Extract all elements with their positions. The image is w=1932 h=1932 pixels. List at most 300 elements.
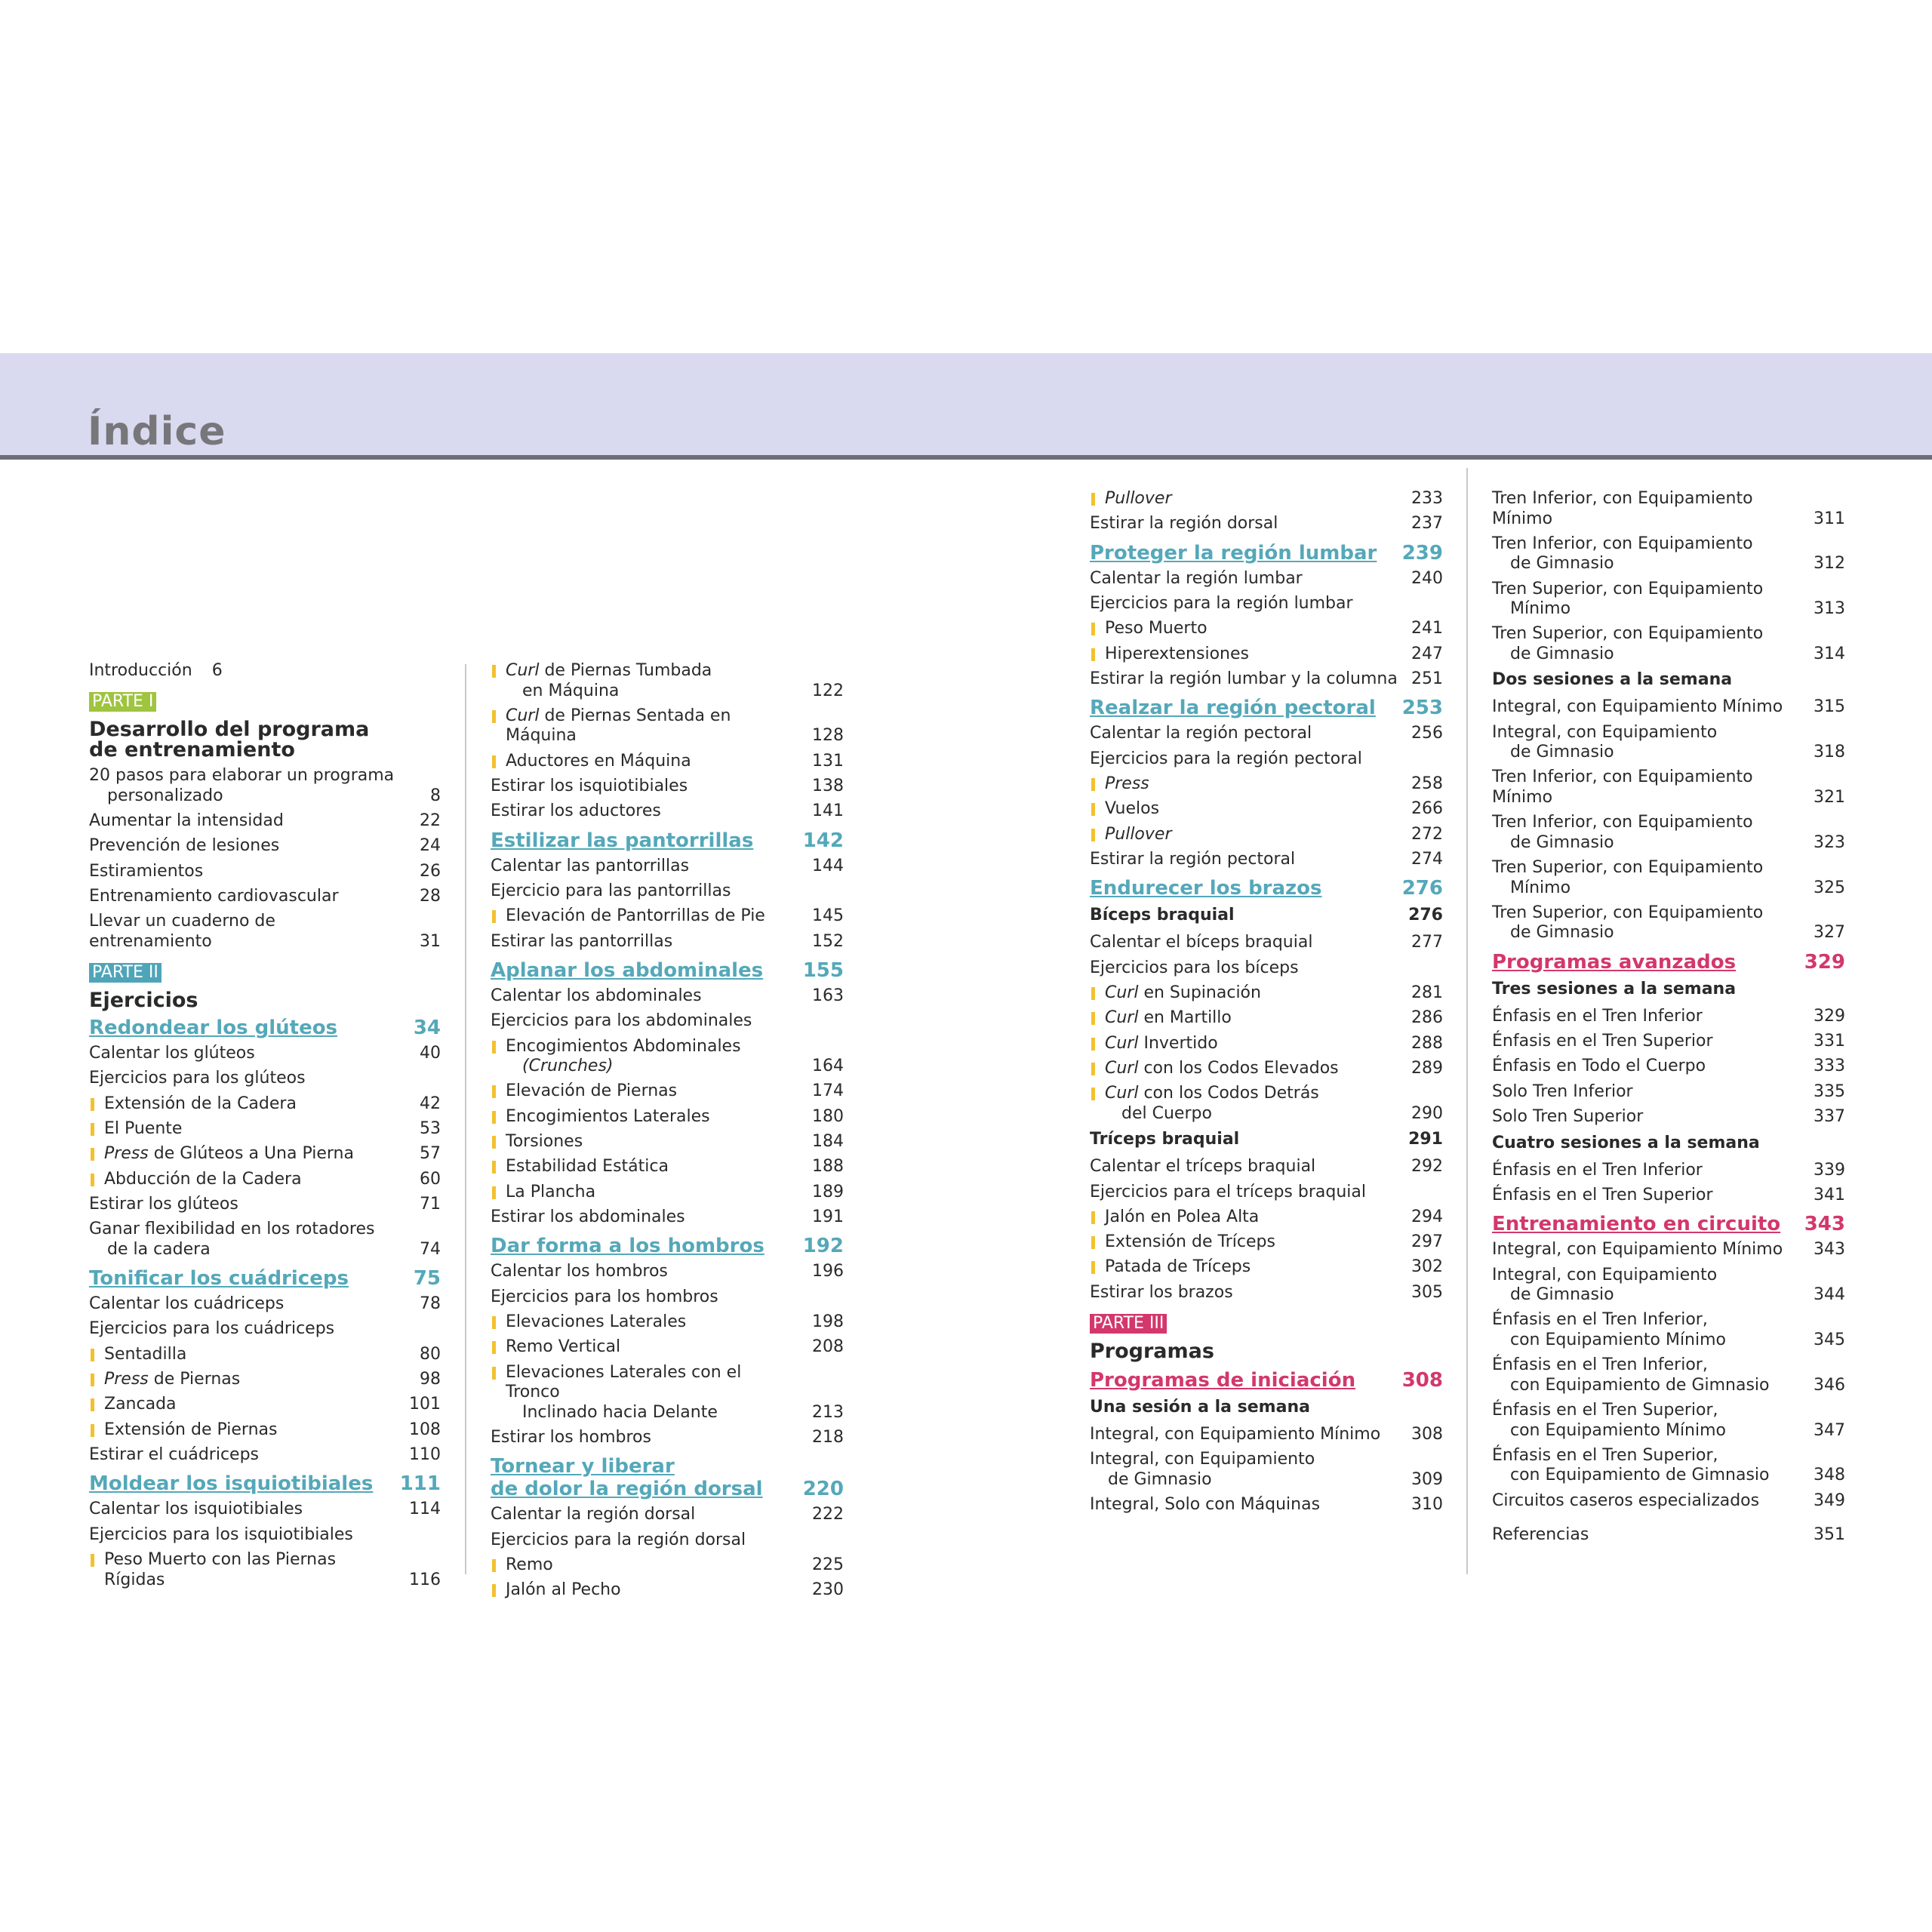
page-number: 329 [1804, 950, 1845, 974]
section-heading-text [1090, 877, 1322, 900]
entry-title [506, 1037, 798, 1077]
page-number: 6 [211, 661, 223, 680]
toc-entry[interactable] [1492, 1161, 1845, 1181]
entry-title [506, 1580, 798, 1601]
page-number: 276 [1408, 906, 1443, 925]
page-number: 272 [1411, 824, 1443, 844]
toc-subentry[interactable] [1090, 1257, 1443, 1278]
entry-title [506, 1312, 798, 1333]
section-heading-link[interactable] [89, 1267, 441, 1290]
entry-title [1105, 489, 1398, 509]
toc-subentry[interactable] [89, 1119, 441, 1140]
entry-title-text: Ejercicios para los abdominales [491, 1011, 752, 1031]
toc-subentry[interactable] [1090, 489, 1443, 509]
entry-title [1090, 958, 1398, 979]
toc-entry[interactable] [1090, 1283, 1443, 1303]
entry-title-text: Énfasis en el Tren Superior [1492, 1032, 1713, 1051]
page-number: 80 [420, 1344, 441, 1364]
section-heading-line: Programas de iniciación [1090, 1369, 1356, 1392]
toc-entry[interactable] [1492, 1355, 1845, 1395]
section-heading-link[interactable] [1090, 877, 1443, 900]
toc-subentry[interactable] [89, 1170, 441, 1190]
entry-title-continuation: Mínimo [1510, 599, 1571, 619]
page-number: 218 [812, 1427, 844, 1447]
subsection-heading-text: Tríceps braquial [1090, 1130, 1240, 1149]
entry-title-text: en Supinación [1138, 983, 1261, 1003]
toc-entry[interactable] [1090, 1495, 1443, 1515]
page-number: 225 [812, 1555, 844, 1575]
page-number: 144 [812, 856, 844, 875]
entry-title [1492, 697, 1800, 718]
page-number: 294 [1411, 1207, 1443, 1226]
toc-entry[interactable] [491, 777, 844, 797]
toc-entry[interactable] [1492, 723, 1845, 763]
toc-subentry[interactable] [89, 1144, 441, 1164]
entry-title [1105, 1084, 1398, 1124]
toc-subentry[interactable] [89, 1420, 441, 1441]
page-number: 347 [1814, 1420, 1845, 1440]
entry-title [506, 706, 798, 746]
toc-entry[interactable] [89, 766, 441, 806]
bullet-marker [492, 910, 496, 923]
page-number: 22 [420, 811, 441, 831]
bullet-marker [1091, 1038, 1095, 1051]
toc-subentry[interactable] [89, 1395, 441, 1415]
toc-subentry[interactable] [491, 752, 844, 772]
subsection-heading [1492, 1134, 1845, 1153]
entry-title [506, 1157, 798, 1177]
section-heading-link[interactable] [1090, 542, 1443, 565]
toc-subentry[interactable] [1090, 645, 1443, 665]
entry-title [1492, 580, 1800, 620]
page-number: 343 [1804, 1213, 1845, 1236]
toc-entry[interactable] [1492, 1057, 1845, 1077]
toc-subentry[interactable] [491, 1183, 844, 1203]
page-number: 351 [1814, 1524, 1845, 1544]
toc-subentry[interactable] [491, 1555, 844, 1576]
page-number: 8 [430, 786, 441, 805]
toc-subentry[interactable] [1090, 799, 1443, 820]
entry-title [506, 752, 798, 772]
toc-entry[interactable] [1492, 580, 1845, 620]
entry-title [506, 1183, 798, 1203]
page-number: 57 [420, 1144, 441, 1164]
toc-subentry[interactable] [491, 906, 844, 927]
section-heading-link[interactable] [491, 829, 844, 852]
toc-subentry[interactable] [491, 1107, 844, 1128]
toc-entry[interactable] [1090, 1450, 1443, 1490]
toc-entry[interactable] [491, 1011, 844, 1032]
page-number: 163 [812, 986, 844, 1006]
toc-entry[interactable] [491, 1531, 844, 1551]
toc-entry[interactable] [1492, 1186, 1845, 1206]
page-number: 230 [812, 1580, 844, 1600]
page-number: 281 [1411, 983, 1443, 1003]
toc-entry[interactable] [89, 1445, 441, 1466]
toc-entry[interactable] [491, 881, 844, 902]
entry-title [1105, 983, 1398, 1004]
toc-entry[interactable] [491, 857, 844, 877]
page-number: 274 [1411, 849, 1443, 869]
entry-title [89, 1319, 395, 1340]
toc-entry[interactable] [491, 1428, 844, 1448]
part-badge: PARTE II [89, 963, 162, 983]
entry-title [104, 1550, 395, 1590]
section-heading-line: Proteger la región lumbar [1090, 541, 1377, 565]
toc-entry[interactable] [491, 801, 844, 822]
toc-subentry[interactable] [491, 1363, 844, 1423]
toc-subentry[interactable] [89, 1550, 441, 1590]
toc-entry[interactable] [491, 932, 844, 952]
toc-subentry[interactable] [491, 661, 844, 701]
section-heading-line: Moldear los isquiotibiales [89, 1472, 374, 1496]
entry-title [89, 1445, 395, 1466]
section-heading-link[interactable] [1090, 697, 1443, 719]
page-number: 110 [409, 1444, 441, 1464]
toc-entry[interactable] [1090, 569, 1443, 589]
entry-title [1105, 645, 1398, 665]
subsection-heading [1090, 1398, 1443, 1417]
entry-title-continuation: de Gimnasio [1510, 832, 1614, 852]
entry-title-text: Tren Superior, con Equipamiento [1492, 903, 1764, 922]
toc-entry[interactable] [89, 1500, 441, 1520]
entry-title-text: Introducción [89, 661, 192, 680]
toc-entry[interactable] [1492, 1240, 1845, 1260]
entry-title-text: Calentar la región dorsal [491, 1505, 696, 1524]
entry-title-text: Calentar los glúteos [89, 1044, 255, 1063]
subsection-heading-text: Bíceps braquial [1090, 906, 1235, 925]
page-number: 138 [812, 776, 844, 795]
page-number: 331 [1814, 1032, 1845, 1051]
toc-entry[interactable] [89, 1525, 441, 1546]
page-number: 180 [812, 1106, 844, 1126]
entry-title [1090, 850, 1398, 870]
part-title [1090, 1340, 1443, 1364]
toc-entry[interactable] [1090, 669, 1443, 690]
entry-title-text: Invertido [1138, 1033, 1218, 1053]
toc-subentry[interactable] [491, 1312, 844, 1333]
page-number: 239 [1401, 541, 1443, 565]
entry-title-continuation: de la cadera [107, 1239, 211, 1259]
section-heading-link[interactable] [1090, 1369, 1443, 1392]
toc-entry[interactable] [1090, 1183, 1443, 1203]
entry-title-text: Calentar los abdominales [491, 986, 702, 1006]
bullet-marker [1091, 648, 1095, 661]
entry-title-text: Énfasis en Todo el Cuerpo [1492, 1057, 1706, 1076]
toc-entry[interactable] [1492, 489, 1845, 529]
entry-title [1492, 1525, 1800, 1546]
section-heading-link[interactable] [491, 1455, 844, 1500]
toc-subentry[interactable] [89, 1370, 441, 1390]
entry-title-text: Ejercicios para la región lumbar [1090, 594, 1353, 614]
subsection-heading-text: Cuatro sesiones a la semana [1492, 1133, 1760, 1152]
bullet-marker [1091, 623, 1095, 635]
entry-title-text: Integral, Solo con Máquinas [1090, 1495, 1321, 1515]
toc-entry[interactable] [1492, 1266, 1845, 1306]
toc-subentry[interactable] [1090, 1059, 1443, 1079]
toc-entry[interactable] [1090, 594, 1443, 614]
bullet-marker [492, 710, 496, 723]
entry-title [506, 1555, 798, 1576]
section-heading-link[interactable] [89, 1472, 441, 1495]
entry-title [491, 1262, 798, 1282]
entry-title [89, 1294, 395, 1315]
entry-title [1090, 1183, 1398, 1203]
bullet-marker [91, 1554, 94, 1567]
entry-title-text: Integral, con Equipamiento Mínimo [1492, 1240, 1783, 1260]
toc-subentry[interactable] [491, 1037, 844, 1077]
section-heading-link[interactable] [1492, 951, 1845, 974]
page-number: 220 [802, 1478, 844, 1501]
toc-entry[interactable] [1492, 534, 1845, 574]
bullet-marker [91, 1098, 94, 1111]
toc-entry[interactable] [1492, 1491, 1845, 1512]
section-heading-line: Estilizar las pantorrillas [491, 829, 754, 852]
entry-title [89, 1195, 395, 1215]
toc-entry[interactable] [1090, 1157, 1443, 1177]
toc-entry[interactable] [491, 1505, 844, 1525]
page-number: 164 [812, 1057, 844, 1076]
page-number: 327 [1814, 923, 1845, 943]
toc-entry[interactable] [89, 836, 441, 857]
toc-subentry[interactable] [1090, 774, 1443, 795]
toc-entry[interactable] [1090, 724, 1443, 744]
entry-title-italic: Pullover [1105, 489, 1172, 508]
entry-title-continuation: Inclinado hacia Delante [522, 1402, 718, 1422]
section-heading-link[interactable] [491, 1235, 844, 1257]
entry-title [1090, 1495, 1398, 1515]
entry-title [506, 1363, 798, 1423]
page-number: 98 [420, 1370, 441, 1389]
toc-entry[interactable] [1492, 1401, 1845, 1441]
toc-entry[interactable] [1090, 850, 1443, 870]
page-number: 308 [1401, 1369, 1443, 1392]
entry-title-text: Entrenamiento cardiovascular [89, 886, 339, 906]
toc-entry[interactable] [1090, 933, 1443, 953]
toc-column-2 [491, 661, 844, 1606]
entry-title-text: Remo Vertical [506, 1337, 621, 1357]
entry-title [1492, 723, 1800, 763]
entry-title-text: Encogimientos Abdominales [506, 1036, 741, 1056]
page-number: 349 [1814, 1491, 1845, 1510]
page-number: 266 [1411, 799, 1443, 819]
toc-entry[interactable] [1492, 1007, 1845, 1027]
entry-title-text: Jalón al Pecho [506, 1580, 621, 1600]
toc-subentry[interactable] [491, 1337, 844, 1358]
section-heading-link[interactable] [89, 1017, 441, 1039]
entry-title [1492, 534, 1800, 574]
entry-title-text: Circuitos caseros especializados [1492, 1491, 1760, 1510]
toc-entry[interactable] [491, 1208, 844, 1228]
entry-title-text: Torsiones [506, 1132, 583, 1152]
entry-title-text: Calentar la región pectoral [1090, 724, 1312, 743]
toc-subentry[interactable] [491, 1157, 844, 1177]
entry-title-text: Calentar los isquiotibiales [89, 1500, 303, 1519]
toc-entry[interactable] [1090, 958, 1443, 979]
toc-subentry[interactable] [1090, 1084, 1443, 1124]
toc-entry[interactable] [1492, 1310, 1845, 1350]
subsection-heading [1492, 670, 1845, 690]
page-number: 74 [420, 1239, 441, 1259]
toc-entry[interactable] [1492, 624, 1845, 664]
entry-title-text: Énfasis en el Tren Inferior, [1492, 1355, 1708, 1375]
page-number: 253 [1401, 697, 1443, 720]
entry-title-text: Integral, con Equipamiento [1492, 1265, 1718, 1284]
page-number: 60 [420, 1169, 441, 1189]
entry-title [1105, 1059, 1398, 1079]
entry-title-text: Estirar los isquiotibiales [491, 776, 688, 795]
entry-title [1492, 1107, 1800, 1128]
toc-subentry[interactable] [1090, 1208, 1443, 1228]
toc-entry[interactable] [89, 661, 441, 681]
entry-title-text: Estirar la región pectoral [1090, 849, 1296, 869]
entry-title [1492, 1266, 1800, 1306]
toc-entry[interactable] [1492, 768, 1845, 808]
entry-title-text: Énfasis en el Tren Inferior [1492, 1160, 1703, 1180]
entry-title-text: Tren Inferior, con Equipamiento [1492, 813, 1753, 832]
section-heading-text [491, 1235, 764, 1257]
toc-entry[interactable] [89, 811, 441, 832]
entry-title [491, 777, 798, 797]
entry-title-italic: Curl [1105, 1084, 1139, 1103]
bullet-marker [492, 1161, 496, 1174]
section-heading-text [89, 1472, 373, 1495]
page-number: 24 [420, 836, 441, 856]
toc-column-3 [1090, 489, 1443, 1520]
bullet-marker [492, 1041, 496, 1054]
toc-entry[interactable] [1492, 1082, 1845, 1103]
bullet-marker [492, 1136, 496, 1149]
bullet-marker [91, 1374, 94, 1386]
toc-entry[interactable] [89, 887, 441, 907]
entry-title [89, 862, 395, 882]
toc-entry[interactable] [1492, 697, 1845, 718]
toc-subentry[interactable] [1090, 1232, 1443, 1253]
entry-title-text: Peso Muerto con las Piernas Rígidas [104, 1550, 337, 1589]
entry-title [506, 1107, 798, 1128]
entry-title [104, 1119, 395, 1140]
toc-entry[interactable] [1090, 514, 1443, 534]
page-number: 341 [1814, 1185, 1845, 1204]
entry-title [89, 1220, 395, 1260]
entry-title [104, 1395, 395, 1415]
toc-subentry[interactable] [1090, 825, 1443, 845]
toc-entry[interactable] [89, 1195, 441, 1215]
toc-entry[interactable] [491, 986, 844, 1007]
section-heading-link[interactable] [1492, 1213, 1845, 1235]
page-number: 335 [1814, 1081, 1845, 1101]
toc-entry[interactable] [89, 1220, 441, 1260]
toc-subentry[interactable] [491, 1081, 844, 1102]
entry-title [1105, 799, 1398, 820]
entry-title-text: Estirar los hombros [491, 1427, 651, 1447]
entry-title-text: Estirar el cuádriceps [89, 1444, 260, 1464]
toc-subentry[interactable] [491, 706, 844, 746]
page-number: 128 [812, 726, 844, 746]
bullet-marker [1091, 829, 1095, 841]
part-title [89, 990, 441, 1011]
toc-entry[interactable] [491, 1287, 844, 1308]
page-number: 114 [409, 1500, 441, 1519]
toc-entry[interactable] [1492, 1032, 1845, 1052]
toc-entry[interactable] [491, 1262, 844, 1282]
entry-title [1492, 1446, 1800, 1486]
part-badge-row [89, 686, 441, 712]
toc-subentry[interactable] [89, 1094, 441, 1115]
toc-subentry[interactable] [1090, 1008, 1443, 1029]
bullet-marker [492, 1341, 496, 1354]
entry-title [506, 661, 798, 701]
entry-title-text: Énfasis en el Tren Inferior [1492, 1006, 1703, 1026]
entry-title [1105, 1034, 1398, 1054]
page-number: 184 [812, 1132, 844, 1152]
toc-entry[interactable] [89, 862, 441, 882]
entry-title-text: Zancada [104, 1395, 177, 1414]
toc-subentry[interactable] [491, 1132, 844, 1152]
entry-title-text: Ejercicios para el tríceps braquial [1090, 1182, 1366, 1201]
toc-entry[interactable] [1492, 903, 1845, 943]
entry-title-italic: Curl [1105, 1033, 1139, 1053]
bullet-marker [492, 1584, 496, 1597]
entry-title-continuation: en Máquina [522, 681, 620, 700]
bullet-marker [91, 1123, 94, 1136]
subsection-heading [1090, 906, 1443, 925]
section-heading-line: Aplanar los abdominales [491, 959, 764, 983]
header-band [0, 353, 1932, 455]
part-title [89, 719, 441, 760]
entry-title-italic: Press [104, 1370, 149, 1389]
bullet-marker [1091, 1211, 1095, 1224]
entry-title [1492, 768, 1800, 808]
section-heading-line: Tornear y liberar [491, 1455, 675, 1478]
toc-entry[interactable] [1492, 813, 1845, 853]
entry-title [1090, 669, 1398, 690]
toc-entry[interactable] [89, 1319, 441, 1340]
toc-entry[interactable] [89, 1294, 441, 1315]
toc-entry[interactable] [89, 912, 441, 952]
entry-title-text: Tren Inferior, con Equipamiento [1492, 534, 1753, 553]
toc-subentry[interactable] [491, 1580, 844, 1601]
section-heading-link[interactable] [491, 959, 844, 982]
toc-entry[interactable] [1090, 749, 1443, 770]
toc-entry[interactable] [1492, 858, 1845, 898]
page-number: 101 [409, 1395, 441, 1414]
toc-subentry[interactable] [89, 1345, 441, 1365]
entry-title-text: Estirar las pantorrillas [491, 931, 673, 951]
toc-subentry[interactable] [1090, 983, 1443, 1004]
entry-title-text: Elevaciones Laterales [506, 1312, 687, 1332]
toc-entry[interactable] [1492, 1525, 1845, 1546]
toc-entry[interactable] [89, 1044, 441, 1064]
toc-entry[interactable] [89, 1069, 441, 1089]
entry-title [89, 912, 395, 952]
bullet-marker [492, 1111, 496, 1124]
toc-subentry[interactable] [1090, 1034, 1443, 1054]
entry-title [89, 661, 223, 680]
entry-title [491, 801, 798, 822]
entry-title [1492, 1082, 1800, 1103]
toc-entry[interactable] [1492, 1107, 1845, 1128]
toc-entry[interactable] [1090, 1425, 1443, 1445]
entry-title-text: Calentar la región lumbar [1090, 568, 1303, 588]
bullet-marker [91, 1174, 94, 1186]
entry-title-continuation: de Gimnasio [1510, 1285, 1614, 1305]
section-heading-line: Realzar la región pectoral [1090, 697, 1376, 720]
toc-subentry[interactable] [1090, 619, 1443, 639]
page-number: 78 [420, 1294, 441, 1314]
toc-entry[interactable] [1492, 1446, 1845, 1486]
entry-title-continuation: de Gimnasio [1510, 644, 1614, 663]
